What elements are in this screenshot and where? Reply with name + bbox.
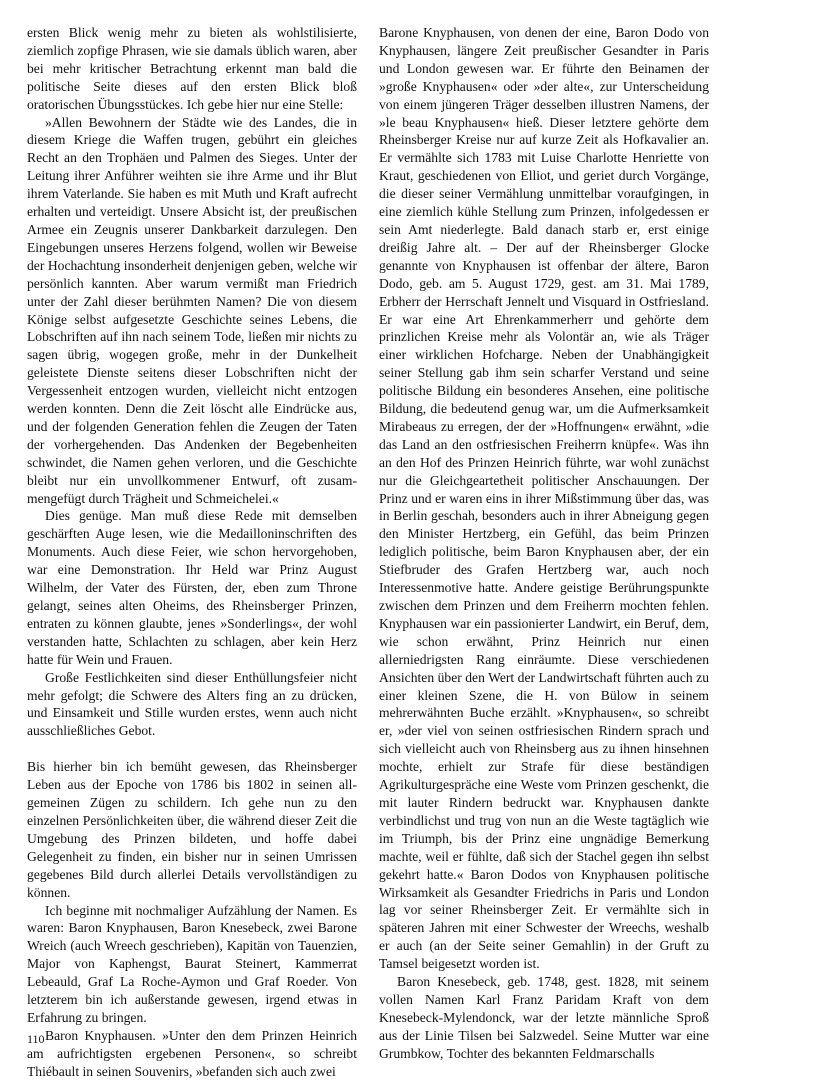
paragraph-section-start: Bis hierher bin ich bemüht gewesen, das Rheinsberger Leben aus der Epoche von 1786 bis 1802 in seinen allgemeinen Zügen zu schildern. Ich gehe nun zu den einzelnen Persönlichkeiten über, die während dieser Zeit die Umgebung des Prinzen bildeten, und hoffe dabei Gelegenheit zu finden, ein bisher nur in seinen Umrissen gegebenes Bild durch allerlei Details vervollständigen zu können. bbox=[27, 759, 357, 900]
paragraph: Dies genüge. Man muß diese Rede mit demselben geschärften Auge lesen, wie die Medailloninschriften des Monuments. Auch diese Feier, wie schon hervorgehoben, war eine Demonstration. Ihr Held war Prinz August Wilhelm, der Vater des Fürsten, der, eben zum Throne gelangt, seines alten Oheims, des Rheinsberger Prinzen, entraten zu können glaubte, jenes »Sonderlings«, der wohl verstanden hatte, Schlachten zu schlagen, aber kein Herz hatte für Wein und Frauen. bbox=[27, 508, 357, 667]
paragraph: Baron Knesebeck, geb. 1748, gest. 1828, mit seinem vollen Namen Karl Franz Paridam Kraft von dem Knesebeck-Mylendonck, war der letzte männliche Sproß aus der Linie Tilsen bei Salzwedel. Seine Mutter war eine Grumbkow, Tochter des bekannten Feldmarschalls bbox=[379, 974, 709, 1061]
page-number: 110 bbox=[27, 1032, 45, 1046]
paragraph: Ich beginne mit nochmaliger Aufzählung der Namen. Es waren: Baron Knyphausen, Baron Knesebeck, zwei Barone Wreich (auch Wreech geschrieben), Kapitän von Tauenzien, Major von Kaphengst, Baurat Steinert, Kammerrat Lebeauld, Graf La Roche-Aymon und Graf Roeder. Von letzterem bin ich außerstande gewesen, irgend etwas in Erfahrung zu bringen. bbox=[27, 902, 357, 1025]
left-column bbox=[27, 24, 357, 1081]
paragraph: Barone Knyphausen, von denen der eine, Baron Dodo von Knyphausen, längere Zeit preußischer Gesandter in Paris und London gewesen war. Er führte den Beinamen der »große Knyphausen« oder »der alte«, zur Unterscheidung von einem jüngeren Träger desselben illustren Namens, der »le beau Knyphausen« hieß. Dieser letztere gehörte dem Rheinsberger Kreise nur auf kurze Zeit als Hofkavalier an. Er vermählte sich 1783 mit Luise Charlotte Henriette von Kraut, geschiedenen von Elliot, und geriet durch Vorgänge, die dieser seiner Vermählung unmittelbar voraufgingen, in eine ziemlich kühle Stellung zum Prinzen, infolgedessen er sein Amt niederlegte. Bald danach starb er, erst einige dreißig Jahre alt. – Der auf der Rheinsberger Glocke genannte von Knyphausen ist offenbar der ältere, Baron Dodo, geb. am 5. August 1729, gest. am 31. Mai 1789, Erbherr der Herrschaft Jennelt und Visquard in Ostfriesland. Er war eine Art Ehrenkammerherr und gehörte dem prinzlichen Kreise mehr als Volontär an, wie als Träger einer wirklichen Hofcharge. Neben der Unabhängigkeit seiner Stellung gab ihm sein scharfer Verstand und seine politische Bildung ein besonderes Ansehen, eine politische Bildung, die bedeutend genug war, um die Aufmerksamkeit Mirabeaus zu erregen, der der »Hoffnungen« erwähnt, »die das Land an den ostfriesischen Freiherrn knüpfe«. Was ihn an den Hof des Prinzen Heinrich führte, war wohl zunächst nur die Gleichgeartetheit politischer Anschauungen. Der Prinz und er waren eins in ihrer Mißstimmung über das, was in Berlin geschah, besonders auch in ihrer Abneigung gegen den Minister Hertzberg, ein Gefühl, das beim Prinzen lediglich politische, beim Baron Knyphausen aber, der ein Stiefbruder des Grafen Hertzberg war, auch noch Interessenmotive hatte. Andere geistige Berührungspunkte zwischen dem Prinzen und dem Freiherrn mochten fehlen. Knyphausen war ein passionierter Landwirt, ein Beruf, dem, wie schon erwähnt, Prinz Heinrich nur einen allerniedrigsten Rang einräumte. Diese verschiedenen Ansichten über den Wert der Landwirtschaft führten auch zu einer kleinen Szene, die H. von Bülow in seinem mehrerwähnten Buche erzählt. »Knyphausen«, so schreibt er, »der viel von seinen ostfriesischen Rindern sprach und sich vielleicht auch von Rheinsberg aus zu ihnen hinsehnen mochte, erhielt zur Strafe für diese beständigen Agrikulturgespräche eine Weste vom Prinzen geschenkt, die mit lauter Rindern bedruckt war. Knyphausen dankte verbindlichst und trug von nun an die Weste tagtäglich wie im Triumph, bis der Prinz eine ungnädige Bemerkung machte, weil er fühlte, daß sich der Stachel gegen ihn selbst gekehrt hatte.« Baron Dodos von Knyphausen politische Wirksamkeit als Gesandter Friedrichs in Paris und London lag vor seiner Rheinsberger Zeit. Er vermählte sich in späteren Jahren mit einer Schwester der Wreechs, weshalb er auch (an der Seite seiner Gemahlin) in der Gruft zu Tamsel beigesetzt worden ist. bbox=[379, 25, 709, 972]
paragraph-quote: »Allen Bewohnern der Städte wie des Landes, die in diesem Kriege die Waffen trugen, gebührt ein gleiches Recht an den Trophäen und Palmen des Sieges. Unter der Leitung ihrer Anführer weihten sie ihre Arme und ihr Blut ihrem Vaterlande. Sie haben es mit Muth und Kraft aufrecht erhalten und verteidigt. Unsere Absicht ist, der preußischen Armee ein Zeugnis unserer Dankbarkeit darzulegen. Den Eingebungen unseres Herzens folgend, wollen wir Beweise der Hochachtung insonderheit denjenigen geben, welche wir persönlich kannten. Aber warum vermißt man Friedrich unter der Zahl dieser berühmten Namen? Die von diesem Könige selbst aufgesetzte Geschichte seines Lebens, die Lobschriften auf ihn nach seinem Tode, ließen mir nichts zu sagen übrig, wogegen große, mehr in der Dunkelheit geleistete Dienste seitens dieser Lobschriften nicht der Vergessenheit entzogen wurden, vielleicht nicht entzogen werden konnten. Denn die Zeit löscht alle Eindrücke aus, und der folgenden Generation fehlen die Zeugen der Taten der vorhergehenden. Das Andenken der Begebenheiten schwindet, die Namen gehen verloren, und die Geschichte bleibt nur ein unvollkommener Entwurf, oft zusammengefügt durch Trägheit und Schmeichelei.« bbox=[27, 114, 357, 506]
paragraph: ersten Blick wenig mehr zu bieten als wohlstilisierte, ziemlich zopfige Phrasen, wie sie damals üblich waren, aber bei mehr kritischer Betrachtung erkennt man bald die politische Seite dieses auf den ersten Blick bloß oratorischen Übungsstückes. Ich gebe hier nur eine Stelle: bbox=[27, 25, 357, 112]
paragraph: Große Festlichkeiten sind dieser Enthüllungsfeier nicht mehr gefolgt; die Schwere des Alters fing an zu drücken, und Einsamkeit und Stille wurden erstes, wenn auch nicht ausschließliches Gebot. bbox=[27, 669, 357, 739]
right-column bbox=[379, 24, 709, 1063]
paragraph: Baron Knyphausen. »Unter den dem Prinzen Heinrich am aufrichtigsten ergebenen Personen«, so schreibt Thiébault in seinen Souvenirs, »befanden sich auch zwei bbox=[27, 1027, 357, 1079]
